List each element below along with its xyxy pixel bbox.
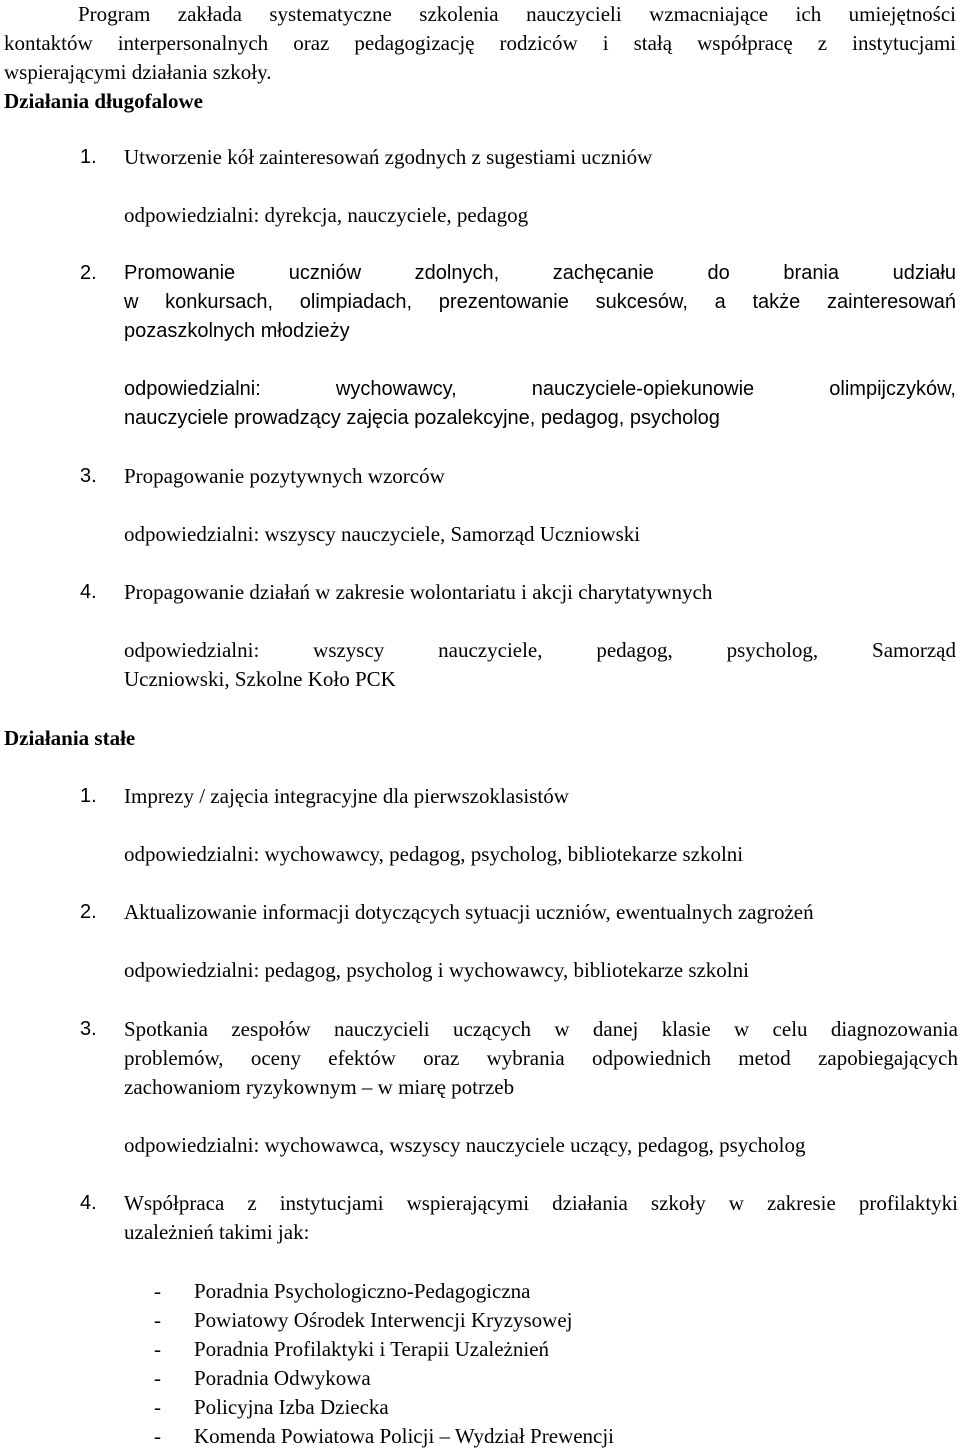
- item-responsible: odpowiedzialni: dyrekcja, nauczyciele, pedagog: [124, 203, 529, 227]
- long-term-heading: Działania długofalowe: [4, 89, 203, 113]
- item-number: 2.: [80, 262, 97, 284]
- long-term-item-4: [4, 578, 956, 607]
- item-responsible-line-2: Uczniowski, Szkolne Koło PCK: [124, 667, 396, 691]
- item-responsible: odpowiedzialni: wychowawca, wszyscy nauczyciele uczący, pedagog, psycholog: [124, 1133, 806, 1157]
- item-title: Propagowanie pozytywnych wzorców: [124, 464, 445, 488]
- list-item: - Poradnia Odwykowa: [154, 1366, 371, 1390]
- item-number: 3.: [80, 465, 97, 487]
- item-title-line-2: problemów, oceny efektów oraz wybrania odpowiednich metod zapobiegających: [124, 1046, 958, 1070]
- item-title-line-2: uzależnień takimi jak:: [124, 1220, 310, 1244]
- item-title-line-2: w konkursach, olimpiadach, prezentowanie sukcesów, a także zainteresowań: [124, 291, 956, 313]
- intro-paragraph: [4, 0, 956, 87]
- item-title: Propagowanie działań w zakresie wolontariatu i akcji charytatywnych: [124, 580, 713, 604]
- intro-line-3: wspierającymi działania szkoły.: [4, 60, 272, 84]
- permanent-heading: Działania stałe: [4, 726, 136, 750]
- list-item: - Powiatowy Ośrodek Interwencji Kryzysowej: [154, 1308, 573, 1332]
- item-responsible-line-2: nauczyciele prowadzący zajęcia pozalekcyjne, pedagog, psycholog: [124, 407, 720, 429]
- long-term-item-4-responsible: [4, 636, 956, 694]
- long-term-item-1: [4, 143, 956, 172]
- long-term-item-3: [4, 462, 956, 491]
- long-term-item-3-responsible: [4, 520, 956, 549]
- item-number: 3.: [80, 1018, 97, 1040]
- item-title: Utworzenie kół zainteresowań zgodnych z sugestiami uczniów: [124, 145, 653, 169]
- item-title: Aktualizowanie informacji dotyczących sytuacji uczniów, ewentualnych zagrożeń: [124, 900, 814, 924]
- item-number: 1.: [80, 785, 97, 807]
- item-number: 2.: [80, 901, 97, 923]
- intro-line-1: Program zakłada systematyczne szkolenia nauczycieli wzmacniające ich umiejętności: [78, 2, 956, 26]
- item-title-line-1: Spotkania zespołów nauczycieli uczących w danej klasie w celu diagnozowania: [124, 1017, 958, 1041]
- institutions-list: [154, 1277, 854, 1451]
- item-number: 4.: [80, 581, 97, 603]
- permanent-item-1: [4, 782, 958, 811]
- list-item: - Poradnia Profilaktyki i Terapii Uzależnień: [154, 1337, 550, 1361]
- list-item: - Poradnia Psychologiczno-Pedagogiczna: [154, 1279, 531, 1303]
- item-responsible: odpowiedzialni: wszyscy nauczyciele, Samorząd Uczniowski: [124, 522, 641, 546]
- long-term-item-2-responsible: [4, 375, 956, 433]
- permanent-item-2-responsible: [4, 956, 958, 985]
- permanent-item-1-responsible: [4, 840, 958, 869]
- item-title-line-3: zachowaniom ryzykownym – w miarę potrzeb: [124, 1075, 515, 1099]
- permanent-item-2: [4, 898, 958, 927]
- item-number: 1.: [80, 146, 97, 168]
- item-responsible: odpowiedzialni: wychowawcy, pedagog, psycholog, bibliotekarze szkolni: [124, 842, 744, 866]
- long-term-item-1-responsible: [4, 201, 956, 230]
- permanent-item-3-responsible: [4, 1131, 958, 1160]
- long-term-item-2: [4, 259, 956, 346]
- item-title-line-1: Promowanie uczniów zdolnych, zachęcanie do brania udziału: [124, 262, 956, 284]
- item-responsible: odpowiedzialni: pedagog, psycholog i wychowawcy, bibliotekarze szkolni: [124, 958, 749, 982]
- item-title-line-3: pozaszkolnych młodzieży: [124, 320, 350, 342]
- intro-line-2: kontaktów interpersonalnych oraz pedagogizację rodziców i stałą współpracę z instytucjami: [4, 31, 956, 55]
- item-number: 4.: [80, 1192, 97, 1214]
- item-responsible-line-1: odpowiedzialni: wychowawcy, nauczyciele-opiekunowie olimpijczyków,: [124, 378, 956, 400]
- permanent-item-4: [4, 1189, 958, 1247]
- item-title: Imprezy / zajęcia integracyjne dla pierwszoklasistów: [124, 784, 569, 808]
- list-item: - Komenda Powiatowa Policji – Wydział Prewencji: [154, 1424, 615, 1448]
- item-responsible-line-1: odpowiedzialni: wszyscy nauczyciele, pedagog, psycholog, Samorząd: [124, 638, 956, 662]
- permanent-item-3: [4, 1015, 958, 1102]
- list-item: - Policyjna Izba Dziecka: [154, 1395, 389, 1419]
- item-title-line-1: Współpraca z instytucjami wspierającymi działania szkoły w zakresie profilaktyki: [124, 1191, 958, 1215]
